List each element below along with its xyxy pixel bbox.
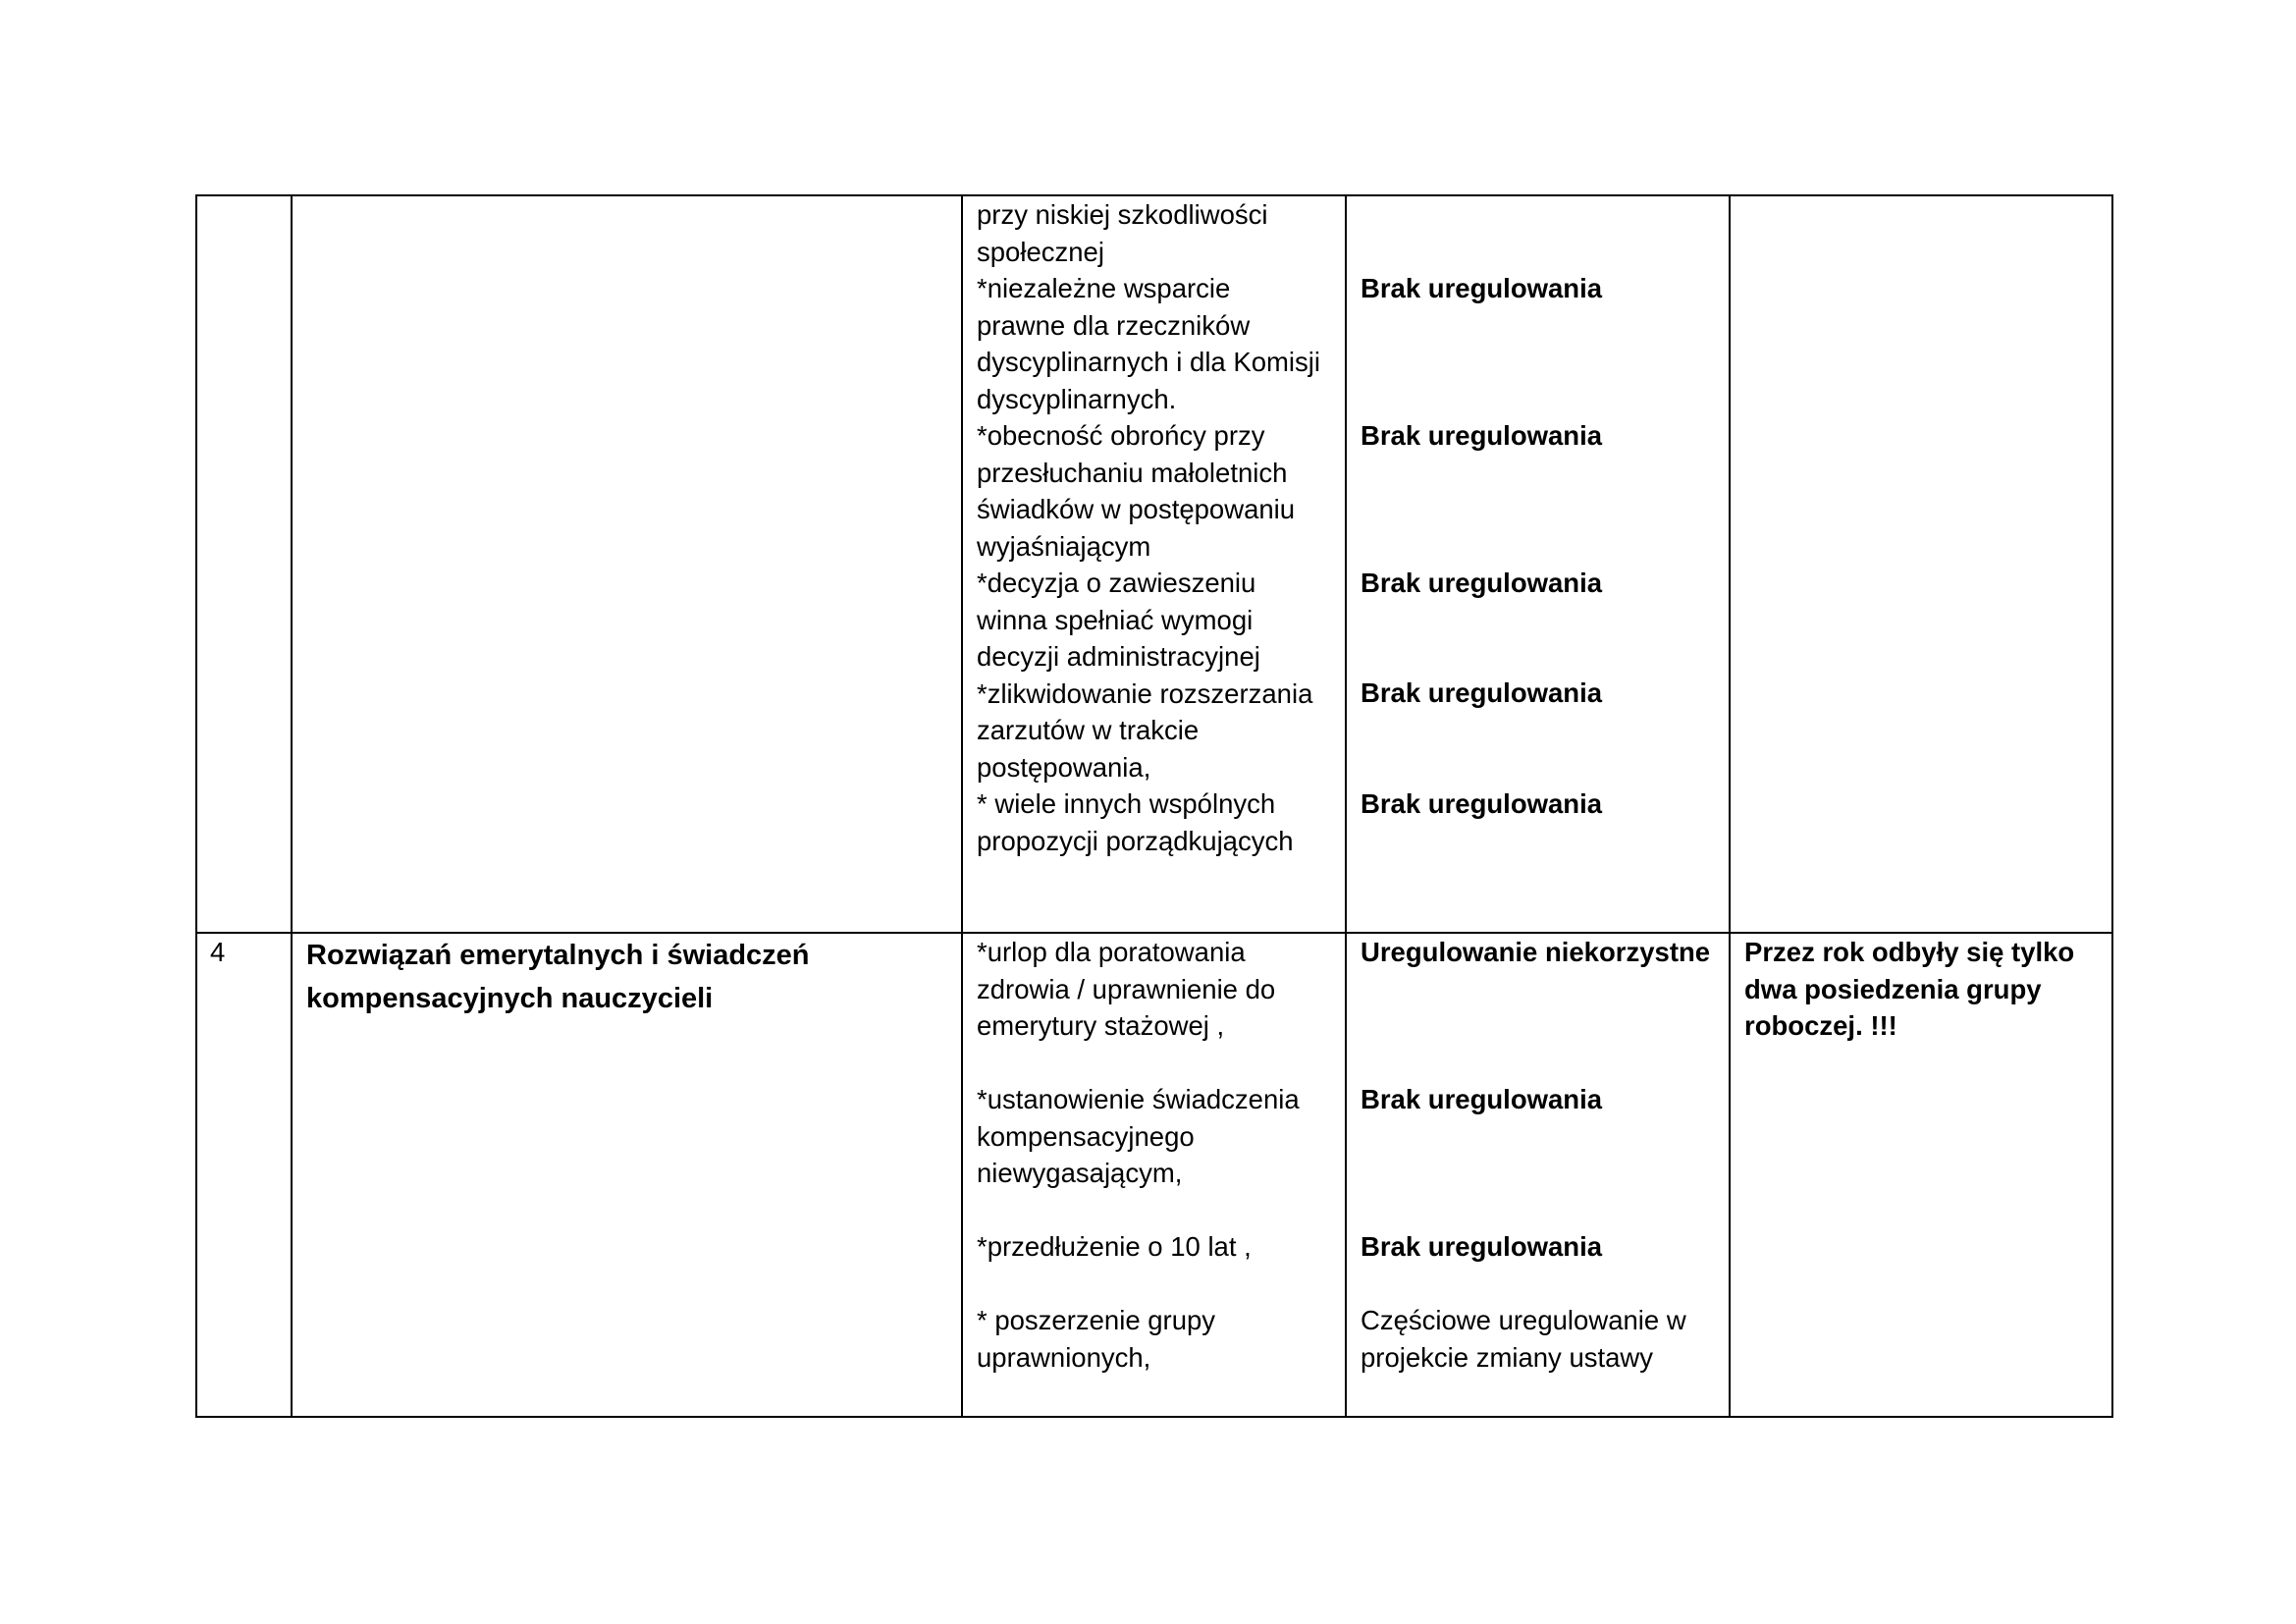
demand-line: * wiele innych wspólnych [977,788,1276,819]
demand-line: społecznej [977,236,1104,267]
demand-line: *zlikwidowanie rozszerzania [977,677,1313,709]
topic-line: kompensacyjnych nauczycieli [306,983,714,1014]
topic-cell [306,934,810,1020]
demand-line: *decyzja o zawieszeniu [977,568,1256,598]
table-border [291,194,293,1418]
status-text: Brak uregulowania [1361,1084,1603,1114]
document-table [195,194,2113,1418]
table-border [1345,194,1347,1418]
demand-line: świadków w postępowaniu [977,494,1296,524]
demand-line: przy niskiej szkodliwości [977,199,1268,230]
status-text: Brak uregulowania [1361,568,1603,598]
demands-cell [977,1302,1215,1376]
topic-line: Rozwiązań emerytalnych i świadczeń [306,940,810,971]
status-text: projekcie zmiany ustawy [1361,1341,1654,1373]
demands-cell [977,934,1275,1045]
demand-line: postępowania, [977,751,1151,783]
demand-line: niewygasającym, [977,1158,1183,1188]
status-text: Brak uregulowania [1361,677,1603,708]
demand-line: propozycji porządkujących [977,825,1294,856]
demand-line: *ustanowienie świadczenia [977,1084,1300,1114]
demand-line: zdrowia / uprawnienie do [977,973,1276,1004]
demand-line: prawne dla rzeczników [977,309,1251,341]
status-text: Częściowe uregulowanie w [1361,1305,1686,1335]
demand-line: dyscyplinarnych. [977,383,1177,414]
demand-line: * poszerzenie grupy [977,1305,1216,1335]
status-text: Brak uregulowania [1361,788,1603,819]
demand-line: uprawnionych, [977,1341,1151,1373]
demand-line: kompensacyjnego [977,1120,1195,1152]
row-number: 4 [210,937,226,967]
table-border [195,194,197,1418]
status-text: Brak uregulowania [1361,273,1603,303]
remarks-cell [1744,934,2074,1045]
demand-line: *urlop dla poratowania [977,937,1246,967]
table-border [1729,194,1731,1418]
remark-line: Przez rok odbyły się tylko [1744,937,2075,967]
demands-cell [977,1081,1300,1192]
remark-line: roboczej. !!! [1744,1010,1897,1041]
demand-line: wyjaśniającym [977,530,1151,562]
demand-line: *obecność obrońcy przy [977,420,1265,451]
status-text: Brak uregulowania [1361,1231,1603,1262]
status-text: Brak uregulowania [1361,420,1603,451]
demand-line: *niezależne wsparcie [977,273,1231,303]
table-border [195,1416,2113,1418]
demand-line: winna spełniać wymogi [977,604,1254,635]
table-border [961,194,963,1418]
remark-line: dwa posiedzenia grupy [1744,973,2042,1004]
table-border [2111,194,2113,1418]
demand-line: *przedłużenie o 10 lat , [977,1231,1252,1262]
demand-line: zarzutów w trakcie [977,715,1200,745]
demand-line: przesłuchaniu małoletnich [977,457,1288,488]
demand-line: dyscyplinarnych i dla Komisji [977,347,1320,377]
demands-cell [977,196,1320,859]
status-cell [1361,1302,1686,1376]
demand-line: emerytury stażowej , [977,1010,1225,1041]
demand-line: decyzji administracyjnej [977,641,1260,672]
status-text: Uregulowanie niekorzystne [1361,937,1711,967]
